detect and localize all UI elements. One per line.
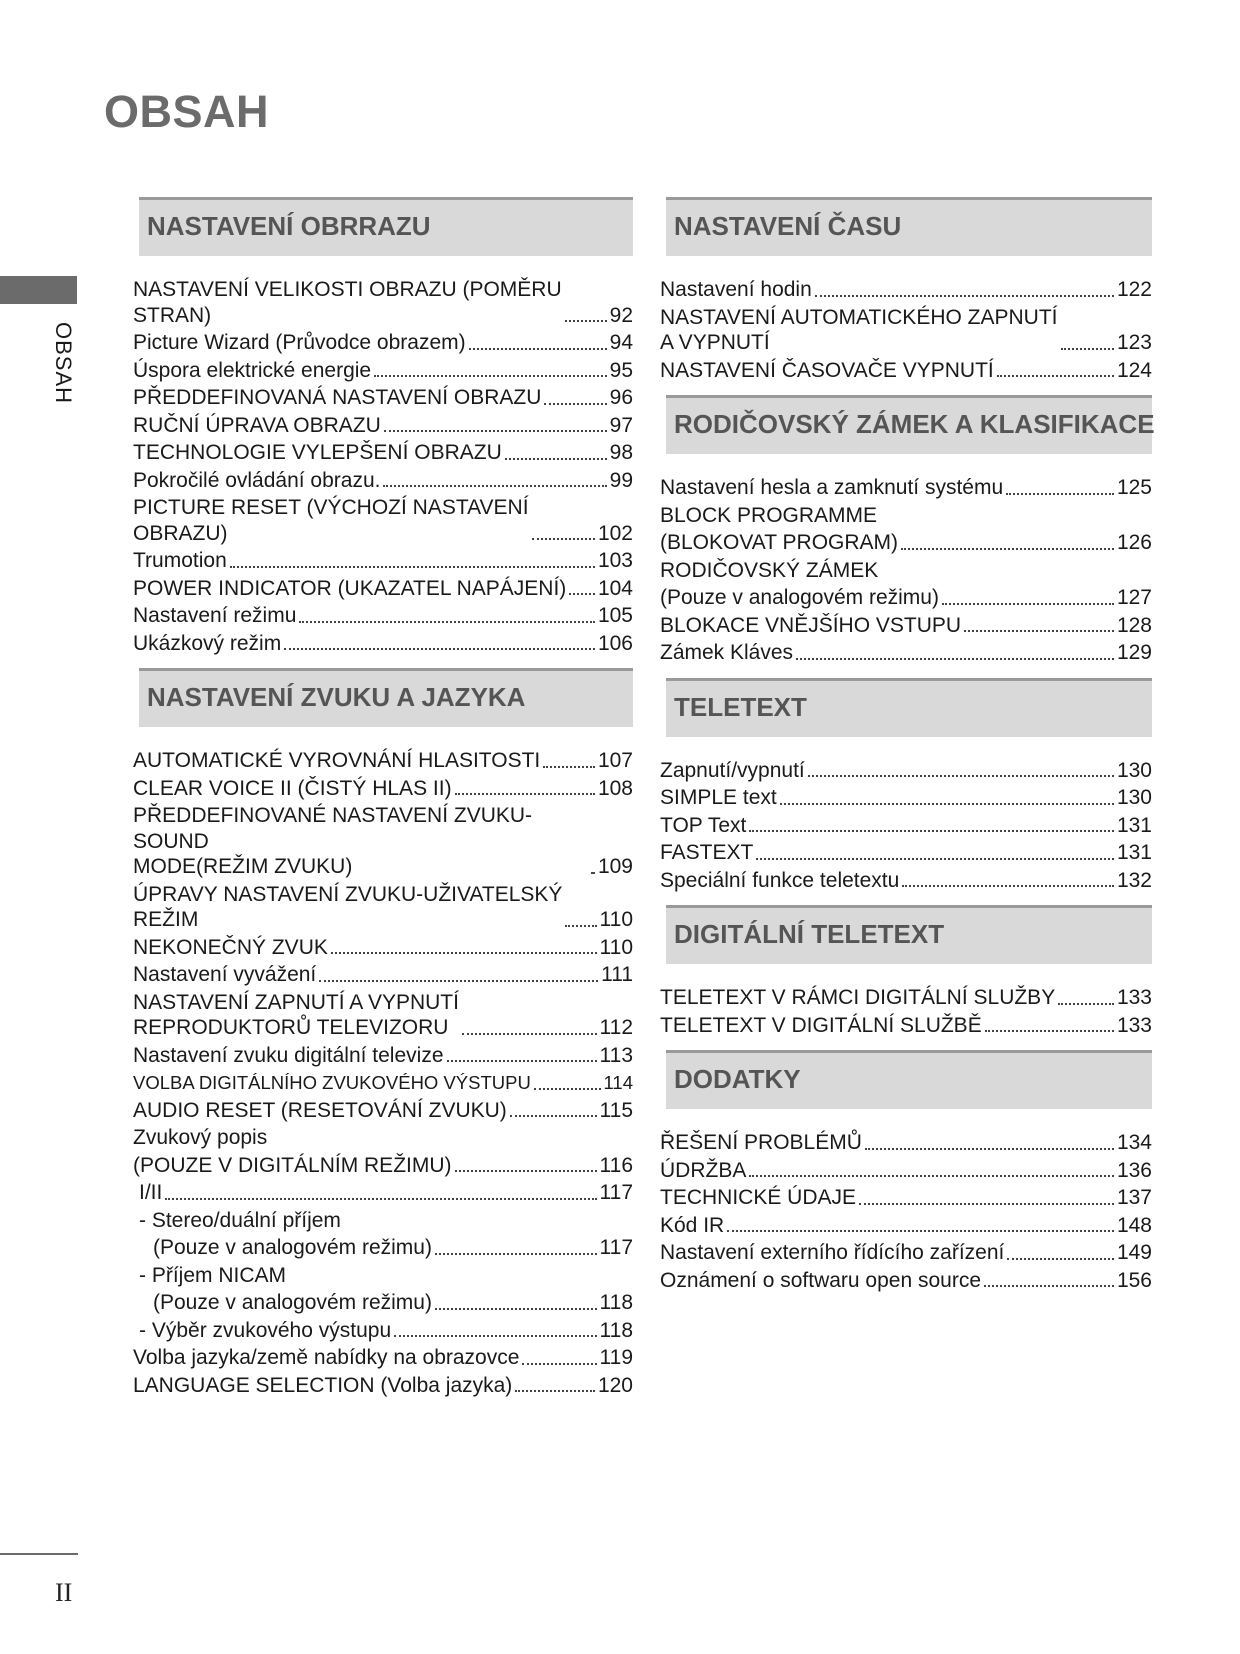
section-header: DIGITÁLNÍ TELETEXT	[666, 905, 1152, 964]
toc-entry[interactable]	[133, 1069, 633, 1097]
dot-leader	[985, 1030, 1114, 1032]
toc-entry-label: Nastavení hesla a zamknutí systému	[660, 476, 1004, 499]
toc-entry-label: TOP Text	[660, 813, 747, 837]
toc-entry-page: 137	[1116, 1186, 1152, 1209]
toc-entry[interactable]	[133, 494, 633, 547]
section-header: TELETEXT	[666, 678, 1152, 737]
toc-entry-label: Oznámení o softwaru open source	[660, 1268, 982, 1292]
toc-entry-page: 112	[599, 1016, 633, 1039]
dot-leader	[544, 403, 606, 405]
toc-left-column	[133, 197, 633, 1410]
dot-leader	[165, 1198, 596, 1200]
toc-right-column	[660, 197, 1155, 1305]
toc-entry-label: SIMPLE text	[660, 786, 777, 809]
toc-entry-page: 118	[599, 1318, 633, 1342]
section-header: DODATKY	[666, 1050, 1152, 1109]
toc-entry[interactable]	[133, 357, 633, 385]
toc-entry-label: Kód IR	[660, 1213, 725, 1237]
toc-entry-page: 120	[597, 1373, 633, 1397]
section-entries	[660, 984, 1152, 1039]
toc-entry[interactable]	[133, 329, 633, 357]
toc-entry-page: 117	[599, 1236, 633, 1259]
toc-entry[interactable]	[660, 839, 1152, 867]
toc-entry[interactable]	[660, 1212, 1152, 1240]
toc-entry-label: (Pouze v analogovém režimu)	[153, 1291, 432, 1314]
dot-leader	[815, 295, 1114, 297]
side-tab-label: OBSAH	[51, 322, 76, 405]
toc-entry-page: 131	[1116, 841, 1152, 864]
toc-entry-page: 94	[609, 331, 633, 354]
dot-leader	[859, 1203, 1114, 1205]
toc-entry-label: Pokročilé ovládání obrazu.	[133, 468, 381, 492]
toc-entry-label: Picture Wizard (Průvodce obrazem)	[133, 331, 466, 354]
toc-entry-label: Speciální funkce teletextu	[660, 868, 900, 892]
toc-entry-page: 103	[597, 549, 633, 572]
toc-entry[interactable]	[133, 1152, 633, 1180]
toc-entry-label: NASTAVENÍ ZAPNUTÍ A VYPNUTÍ REPRODUKTORŮ TELEVIZORU	[133, 990, 459, 1039]
toc-entry-label: Volba jazyka/země nabídky na obrazovce	[133, 1346, 520, 1369]
toc-entry[interactable]	[133, 1097, 633, 1125]
toc-entry[interactable]	[133, 467, 633, 495]
toc-entry[interactable]	[133, 1042, 633, 1070]
dot-leader	[543, 766, 595, 768]
dot-leader	[331, 952, 597, 954]
toc-entry-page: 96	[609, 386, 633, 409]
dot-leader	[565, 320, 607, 322]
toc-entry[interactable]	[133, 989, 633, 1042]
toc-entry-label: - Stereo/duální příjem	[139, 1208, 341, 1232]
footer-divider	[0, 1553, 78, 1555]
toc-entry-page: 115	[599, 1098, 633, 1122]
toc-entry-label: Zvukový popis	[133, 1126, 268, 1149]
toc-entry[interactable]	[660, 1129, 1152, 1157]
toc-entry[interactable]	[660, 276, 1152, 304]
toc-entry-page: 107	[597, 749, 633, 772]
toc-entry-page: 134	[1116, 1131, 1152, 1154]
toc-entry[interactable]	[133, 1262, 633, 1290]
dot-leader	[756, 858, 1114, 860]
section-entries	[660, 474, 1152, 667]
toc-entry-page: 113	[599, 1043, 633, 1067]
toc-entry-page: 129	[1116, 641, 1152, 664]
toc-entry-page: 109	[597, 855, 633, 878]
dot-leader	[796, 658, 1114, 660]
toc-entry-label: AUDIO RESET (RESETOVÁNÍ ZVUKU)	[133, 1098, 507, 1122]
toc-entry-label: - Výběr zvukového výstupu	[139, 1318, 392, 1342]
toc-entry-label: RUČNÍ ÚPRAVA OBRAZU	[133, 413, 381, 437]
toc-entry-page: 133	[1116, 1013, 1152, 1037]
toc-entry-page: 116	[599, 1153, 633, 1177]
toc-entry-label: PICTURE RESET (VÝCHOZÍ NASTAVENÍ OBRAZU)	[133, 496, 529, 545]
toc-entry-page: 130	[1116, 786, 1152, 809]
dot-leader	[455, 793, 595, 795]
dot-leader	[997, 375, 1114, 377]
toc-entry[interactable]	[660, 357, 1152, 385]
dot-leader	[515, 1390, 595, 1392]
toc-entry[interactable]	[133, 384, 633, 412]
dot-leader	[901, 548, 1114, 550]
dot-leader	[284, 648, 595, 650]
section-entries	[133, 276, 633, 657]
toc-entry[interactable]	[133, 1234, 633, 1262]
toc-entry-page: 118	[599, 1291, 633, 1314]
toc-entry-page: 123	[1116, 331, 1152, 354]
toc-entry-page: 110	[599, 908, 633, 931]
toc-entry-page: 98	[609, 441, 633, 464]
toc-entry[interactable]	[133, 1179, 633, 1207]
section-entries	[660, 1129, 1152, 1294]
toc-entry-label: - Příjem NICAM	[139, 1263, 286, 1287]
section-entries	[660, 276, 1152, 384]
toc-entry-label: TECHNOLOGIE VYLEPŠENÍ OBRAZU	[133, 441, 502, 464]
toc-entry-label: Nastavení hodin	[660, 278, 812, 301]
dot-leader	[435, 1253, 597, 1255]
dot-leader	[532, 538, 595, 540]
toc-entry-label: ŘEŠENÍ PROBLÉMŮ	[660, 1131, 862, 1154]
toc-entry-page: 132	[1116, 868, 1152, 892]
dot-leader	[749, 830, 1114, 832]
section-entries	[133, 747, 633, 1399]
toc-entry-label: LANGUAGE SELECTION (Volba jazyka)	[133, 1373, 513, 1397]
toc-entry-page: 131	[1116, 813, 1152, 837]
toc-entry[interactable]	[660, 502, 1152, 530]
toc-entry-label: Nastavení vyvážení	[133, 963, 317, 986]
toc-entry-page: 127	[1116, 586, 1152, 609]
toc-entry[interactable]	[660, 557, 1152, 585]
toc-entry-page: 124	[1116, 358, 1152, 382]
toc-entry-label: PŘEDDEFINOVANÁ NASTAVENÍ OBRAZU	[133, 386, 542, 409]
toc-entry-label: (BLOKOVAT PROGRAM)	[660, 531, 899, 554]
toc-entry-label: NASTAVENÍ ČASOVAČE VYPNUTÍ	[660, 358, 994, 382]
dot-leader	[865, 1148, 1114, 1150]
toc-entry-page: 104	[597, 576, 633, 600]
toc-entry-page: 130	[1116, 758, 1152, 782]
toc-entry-page: 108	[597, 776, 633, 800]
toc-entry-label: NEKONEČNÝ ZVUK	[133, 935, 328, 959]
toc-entry-page: 117	[599, 1181, 633, 1204]
section-header: NASTAVENÍ ZVUKU A JAZYKA	[139, 668, 633, 727]
toc-entry-label: BLOKACE VNĚJŠÍHO VSTUPU	[660, 613, 962, 637]
toc-entry[interactable]	[660, 584, 1152, 612]
dot-leader	[1058, 1003, 1114, 1005]
toc-entry[interactable]	[133, 961, 633, 989]
toc-entry[interactable]	[133, 1124, 633, 1152]
toc-entry[interactable]	[660, 1157, 1152, 1185]
dot-leader	[808, 775, 1114, 777]
dot-leader	[374, 375, 607, 377]
toc-entry[interactable]	[133, 1317, 633, 1345]
toc-entry-page: 111	[601, 963, 633, 986]
toc-entry[interactable]	[133, 934, 633, 962]
toc-entry-label: Nastavení externího řídícího zařízení	[660, 1241, 1005, 1264]
dot-leader	[1007, 1258, 1114, 1260]
toc-entry-label: I/II	[139, 1181, 163, 1204]
toc-entry-page: 128	[1116, 613, 1152, 637]
toc-entry[interactable]	[133, 1372, 633, 1400]
dot-leader	[383, 485, 606, 487]
dot-leader	[319, 980, 598, 982]
toc-entry[interactable]	[133, 1207, 633, 1235]
toc-entry-label: TECHNICKÉ ÚDAJE	[660, 1186, 857, 1209]
toc-entry-label: Trumotion	[133, 549, 227, 572]
toc-entry-label: NASTAVENÍ VELIKOSTI OBRAZU (POMĚRU STRAN)	[133, 278, 562, 327]
toc-entry-label: Zámek Kláves	[660, 641, 794, 664]
toc-entry[interactable]	[133, 630, 633, 658]
section-header: RODIČOVSKÝ ZÁMEK A KLASIFIKACE	[666, 395, 1152, 454]
toc-entry-page: 149	[1116, 1241, 1152, 1264]
toc-entry[interactable]	[660, 984, 1152, 1012]
dot-leader	[510, 1115, 597, 1117]
toc-entry-label: FASTEXT	[660, 841, 754, 864]
toc-entry-page: 102	[597, 521, 633, 545]
toc-entry[interactable]	[660, 757, 1152, 785]
toc-entry[interactable]	[660, 1267, 1152, 1295]
toc-entry-label: (Pouze v analogovém režimu)	[153, 1236, 432, 1259]
toc-entry-label: Zapnutí/vypnutí	[660, 758, 805, 782]
toc-entry-page: 95	[609, 358, 633, 382]
dot-leader	[462, 1033, 597, 1035]
section-header: NASTAVENÍ OBRRAZU	[139, 197, 633, 256]
dot-leader	[727, 1230, 1114, 1232]
toc-entry[interactable]	[133, 547, 633, 575]
toc-entry-page: 125	[1116, 476, 1152, 499]
toc-entry-label: TELETEXT V RÁMCI DIGITÁLNÍ SLUŽBY	[660, 986, 1056, 1009]
toc-entry-label: CLEAR VOICE II (ČISTÝ HLAS II)	[133, 776, 452, 800]
toc-entry[interactable]	[660, 1012, 1152, 1040]
dot-leader	[534, 1088, 601, 1090]
dot-leader	[591, 872, 595, 874]
toc-entry[interactable]	[660, 529, 1152, 557]
toc-entry-label: Ukázkový režim	[133, 631, 282, 655]
toc-entry-page: 97	[609, 413, 633, 437]
toc-entry-label: AUTOMATICKÉ VYROVNÁNÍ HLASITOSTI	[133, 749, 541, 772]
section-entries	[660, 757, 1152, 895]
toc-entry-page: 136	[1116, 1158, 1152, 1182]
toc-entry-page: 105	[597, 604, 633, 627]
toc-entry[interactable]	[133, 1289, 633, 1317]
toc-entry[interactable]	[133, 575, 633, 603]
dot-leader	[984, 1285, 1114, 1287]
toc-entry[interactable]	[660, 784, 1152, 812]
toc-entry-label: PŘEDDEFINOVANÉ NASTAVENÍ ZVUKU-SOUND MODE(REŽIM ZVUKU)	[133, 804, 533, 878]
toc-entry-label: Úspora elektrické energie	[133, 358, 372, 382]
dot-leader	[749, 1175, 1114, 1177]
page-number: II	[55, 1578, 73, 1607]
toc-entry-page: 122	[1116, 278, 1152, 301]
toc-entry-page: 133	[1116, 986, 1152, 1009]
dot-leader	[942, 603, 1114, 605]
dot-leader	[780, 803, 1114, 805]
toc-entry-label: Nastavení režimu	[133, 604, 297, 627]
toc-entry[interactable]	[660, 812, 1152, 840]
toc-entry[interactable]	[133, 412, 633, 440]
toc-entry-label: RODIČOVSKÝ ZÁMEK	[660, 558, 879, 582]
toc-entry[interactable]	[133, 439, 633, 467]
dot-leader	[394, 1335, 596, 1337]
side-tab-marker	[0, 276, 77, 304]
dot-leader	[230, 566, 595, 568]
toc-entry-page: 106	[597, 631, 633, 655]
toc-entry-page: 126	[1116, 531, 1152, 554]
toc-entry-label: BLOCK PROGRAMME	[660, 503, 878, 527]
toc-entry[interactable]	[133, 276, 633, 329]
toc-entry-page: 119	[599, 1346, 633, 1369]
dot-leader	[964, 630, 1114, 632]
dot-leader	[505, 458, 607, 460]
toc-entry-label: (POUZE V DIGITÁLNÍM REŽIMU)	[133, 1153, 452, 1177]
dot-leader	[447, 1060, 597, 1062]
toc-entry-label: ÚDRŽBA	[660, 1158, 747, 1182]
dot-leader	[299, 621, 595, 623]
section-header: NASTAVENÍ ČASU	[666, 197, 1152, 256]
dot-leader	[522, 1363, 596, 1365]
toc-entry[interactable]	[660, 639, 1152, 667]
toc-entry-label: (Pouze v analogovém režimu)	[660, 586, 939, 609]
toc-entry-page: 99	[609, 468, 633, 492]
toc-entry-label: VOLBA DIGITÁLNÍHO ZVUKOVÉHO VÝSTUPU	[133, 1072, 531, 1093]
toc-entry-page: 92	[609, 303, 633, 327]
toc-entry[interactable]	[133, 602, 633, 630]
toc-entry-label: ÚPRAVY NASTAVENÍ ZVUKU-UŽIVATELSKÝ REŽIM	[133, 882, 563, 931]
dot-leader	[384, 430, 607, 432]
dot-leader	[1061, 348, 1114, 350]
toc-entry-label: TELETEXT V DIGITÁLNÍ SLUŽBĚ	[660, 1013, 982, 1037]
dot-leader	[435, 1308, 597, 1310]
dot-leader	[469, 348, 607, 350]
toc-entry[interactable]	[133, 881, 633, 934]
toc-entry-label: Nastavení zvuku digitální televize	[133, 1043, 444, 1067]
toc-entry[interactable]	[133, 775, 633, 803]
toc-entry[interactable]	[133, 802, 633, 881]
dot-leader	[902, 885, 1114, 887]
toc-entry-page: 114	[603, 1072, 633, 1093]
toc-entry[interactable]	[660, 474, 1152, 502]
toc-entry[interactable]	[660, 867, 1152, 895]
dot-leader	[1006, 493, 1114, 495]
dot-leader	[569, 593, 595, 595]
toc-entry[interactable]	[660, 1184, 1152, 1212]
toc-entry-page: 110	[599, 935, 633, 959]
toc-entry-label: POWER INDICATOR (UKAZATEL NAPÁJENÍ)	[133, 576, 567, 600]
toc-entry-label: NASTAVENÍ AUTOMATICKÉHO ZAPNUTÍ A VYPNUTÍ	[660, 305, 1058, 354]
dot-leader	[565, 925, 596, 927]
toc-entry[interactable]	[660, 1239, 1152, 1267]
toc-entry[interactable]	[660, 304, 1152, 357]
toc-entry[interactable]	[133, 1344, 633, 1372]
dot-leader	[455, 1170, 597, 1172]
toc-entry-page: 148	[1116, 1213, 1152, 1237]
page-title: OBSAH	[104, 86, 270, 137]
toc-entry[interactable]	[660, 612, 1152, 640]
toc-entry[interactable]	[133, 747, 633, 775]
toc-entry-page: 156	[1116, 1268, 1152, 1292]
